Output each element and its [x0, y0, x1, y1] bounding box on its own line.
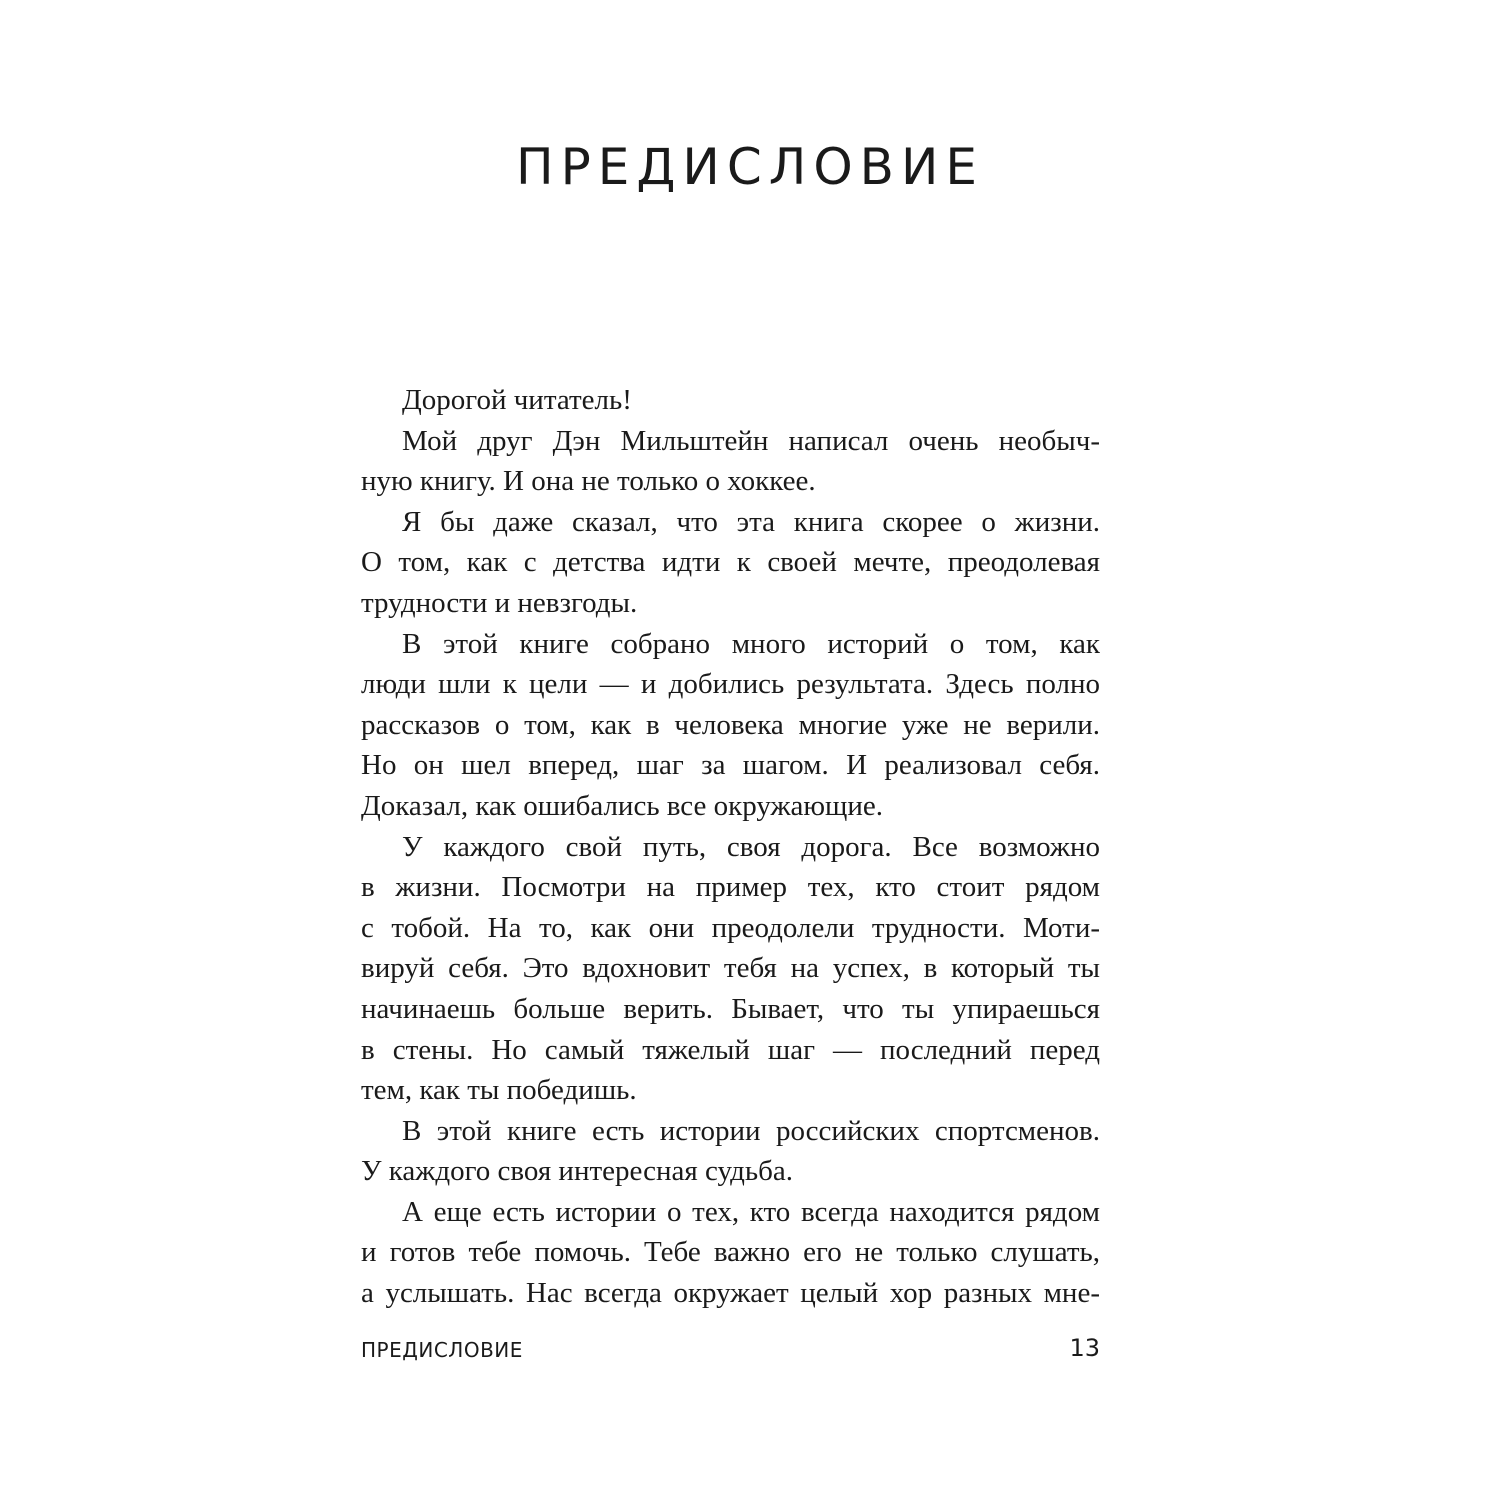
text-line: начинаешь больше верить. Бывает, что ты упираешься [361, 992, 1100, 1025]
text-line: в стены. Но самый тяжелый шаг — последний перед [361, 1033, 1100, 1066]
text-line: с тобой. На то, как они преодолели трудности. Моти- [361, 911, 1100, 944]
text-line: Доказал, как ошибались все окружающие. [361, 789, 884, 822]
text-line: трудности и невзгоды. [361, 586, 638, 619]
text-line: Дорогой читатель! [402, 384, 632, 416]
body-text [361, 380, 1100, 1314]
text-line: В этой книге есть истории российских спортсменов. [402, 1114, 1100, 1147]
text-line: тем, как ты победишь. [361, 1074, 637, 1107]
text-line: Я бы даже сказал, что эта книга скорее о жизни. [402, 505, 1100, 538]
running-head: ПРЕДИСЛОВИЕ [361, 1338, 523, 1362]
chapter-title: ПРЕДИСЛОВИЕ [516, 138, 984, 196]
page-footer [361, 1332, 1100, 1368]
text-line: и готов тебе помочь. Тебе важно его не только слушать, [361, 1236, 1100, 1269]
text-line: а услышать. Нас всегда окружает целый хор разных мне- [361, 1277, 1100, 1310]
text-line: В этой книге собрано много историй о том, как [402, 627, 1100, 660]
page-number: 13 [1069, 1334, 1100, 1362]
text-line: У каждого своя интересная судьба. [361, 1155, 793, 1188]
text-line: Но он шел вперед, шаг за шагом. И реализовал себя. [361, 749, 1100, 782]
text-line: в жизни. Посмотри на пример тех, кто стоит рядом [361, 871, 1100, 904]
text-line: люди шли к цели — и добились результата. Здесь полно [361, 668, 1100, 701]
text-line: рассказов о том, как в человека многие уже не верили. [361, 708, 1100, 741]
text-line: Мой друг Дэн Мильштейн написал очень необыч- [402, 424, 1100, 457]
text-line: У каждого свой путь, своя дорога. Все возможно [402, 830, 1100, 863]
text-line: А еще есть истории о тех, кто всегда находится рядом [402, 1195, 1100, 1228]
text-line: ную книгу. И она не только о хоккее. [361, 465, 816, 498]
text-line: вируй себя. Это вдохновит тебя на успех, в который ты [361, 952, 1100, 985]
text-line: О том, как с детства идти к своей мечте, преодолевая [361, 546, 1100, 579]
